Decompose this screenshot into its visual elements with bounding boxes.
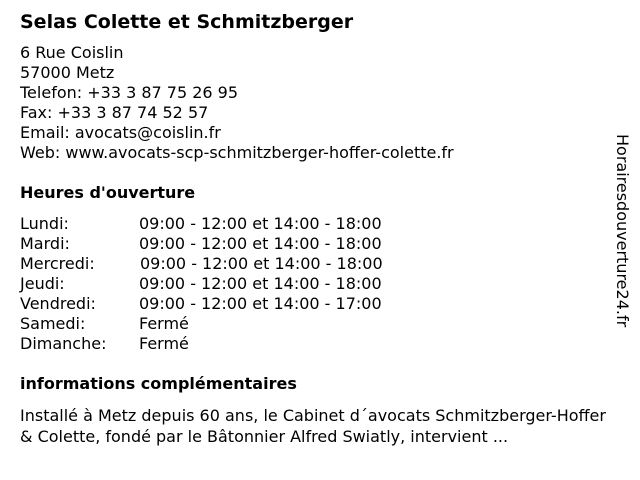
hours-row-friday [20,294,440,314]
hours-row-saturday [20,314,440,334]
day-label: Mercredi: [20,254,95,273]
hours-row-monday [20,214,440,234]
address-street: 6 Rue Coislin [20,43,124,62]
time-value: 09:00 - 12:00 et 14:00 - 18:00 [139,234,382,253]
time-value: Fermé [139,334,189,353]
hours-row-wednesday [20,254,440,274]
opening-hours-heading: Heures d'ouverture [20,183,196,202]
email-address: Email: avocats@coislin.fr [20,123,221,142]
day-label: Samedi: [20,314,86,333]
time-value: 09:00 - 12:00 et 14:00 - 18:00 [139,274,382,293]
phone-number: Telefon: +33 3 87 75 26 95 [20,83,239,102]
time-value: 09:00 - 12:00 et 14:00 - 18:00 [140,254,383,273]
address-city: 57000 Metz [20,63,115,82]
day-label: Dimanche: [20,334,107,353]
additional-info-heading: informations complémentaires [20,374,297,393]
day-label: Jeudi: [20,274,65,293]
hours-row-thursday [20,274,440,294]
time-value: 09:00 - 12:00 et 14:00 - 17:00 [139,294,382,313]
business-title: Selas Colette et Schmitzberger [20,11,354,33]
opening-hours-table [20,214,440,354]
fax-number: Fax: +33 3 87 74 52 57 [20,103,209,122]
side-brand-watermark: Horairesdouverture24.fr [613,134,632,328]
time-value: 09:00 - 12:00 et 14:00 - 18:00 [139,214,382,233]
time-value: Fermé [139,314,189,333]
day-label: Mardi: [20,234,70,253]
hours-row-sunday [20,334,440,354]
additional-info-text: Installé à Metz depuis 60 ans, le Cabinet d´avocats Schmitzberger-Hoffer & Colette, fondé par le Bâtonnier Alfred Swiatly, intervient ... [20,406,606,446]
hours-row-tuesday [20,234,440,254]
day-label: Lundi: [20,214,69,233]
day-label: Vendredi: [20,294,96,313]
contact-block [20,43,454,163]
website-address: Web: www.avocats-scp-schmitzberger-hoffer-colette.fr [20,143,454,162]
